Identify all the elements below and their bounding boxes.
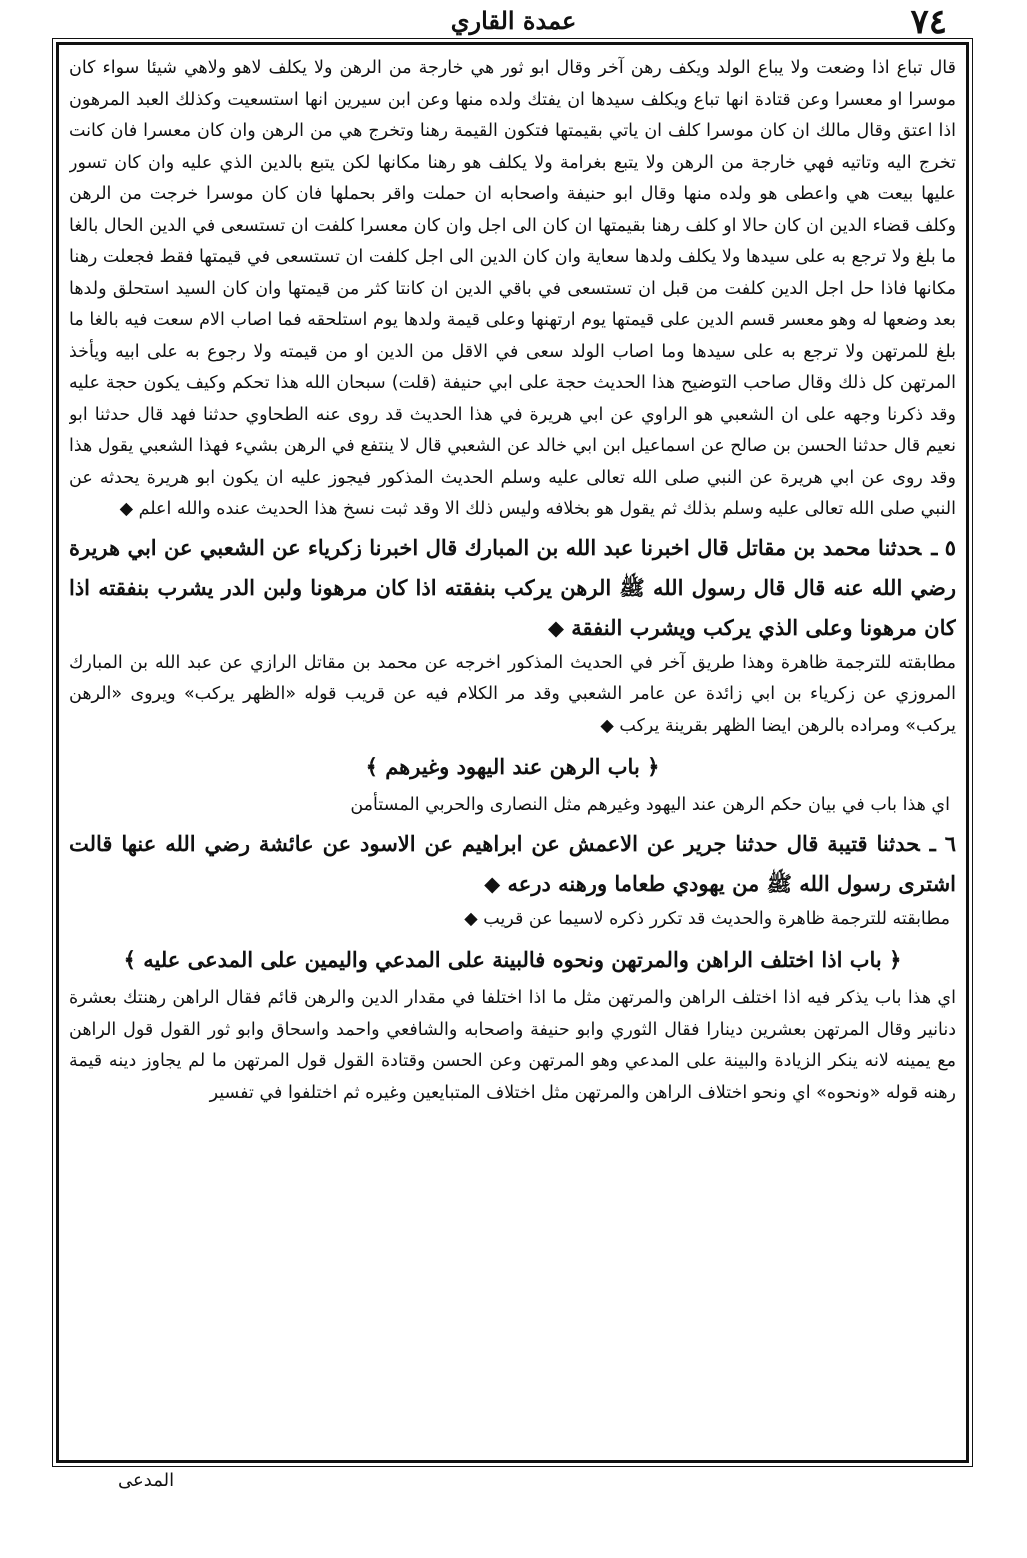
hadith-6 (69, 824, 956, 904)
commentary-paragraph-3: اي هذا باب في بيان حكم الرهن عند اليهود وغيرهم مثل النصارى والحربي المستأمن (350, 795, 950, 815)
hadith-number-6: ٦ ـ (929, 830, 956, 856)
commentary-paragraph-5: اي هذا باب يذكر فيه اذا اختلف الراهن والمرتهن مثل ما اذا اختلفا في مقدار الدين والرهن قائم فقال الراهن رهنتك بعشرة دنانير وقال المرتهن بعشرين دينارا فقال الثوري وابو حنيفة واصحابه والشافعي واحمد واسحاق وابو ثور القول قول الراهن مع يمينه لانه ينكر الزيادة والبينة على المدعي وهو المرتهن وعن الحسن وقتادة القول قول المرتهن ما لم يجاوز دينه قيمة رهنه قوله «ونحوه» اي ونحو اختلاف الراهن والمرتهن مثل اختلاف المتبايعين وغيره ثم اختلفوا في تفسير (69, 988, 956, 1103)
hadith-5 (69, 528, 956, 648)
running-title: عمدة القاري (450, 6, 577, 35)
text-frame (56, 42, 969, 1463)
commentary-paragraph-4: مطابقته للترجمة ظاهرة والحديث قد تكرر ذكره لاسيما عن قريب ◆ (464, 908, 950, 929)
hadith-5-text: حدثنا محمد بن مقاتل قال اخبرنا عبد الله بن المبارك قال اخبرنا زكرياء عن الشعبي عن ابي هريرة رضي الله عنه قال قال رسول الله ﷺ الرهن يركب بنفقته اذا كان مرهونا ولبن الدر يشرب بنفقته اذا كان مرهونا وعلى الذي يركب ويشرب النفقة ◆ (69, 534, 956, 640)
commentary-paragraph-2: مطابقته للترجمة ظاهرة وهذا طريق آخر في الحديث المذكور اخرجه عن محمد بن مقاتل الرازي عن عبد الله بن المبارك المروزي عن زكرياء بن ابي زائدة عن عامر الشعبي وقد مر الكلام فيه عن قريب قوله «الظهر يركب» ويروى «الرهن يركب» ومراده بالرهن ايضا الظهر بقرينة يركب ◆ (69, 652, 956, 736)
hadith-6-text: حدثنا قتيبة قال حدثنا جرير عن الاعمش عن ابراهيم عن الاسود عن عائشة رضي الله عنها قالت اشترى رسول الله ﷺ من يهودي طعاما ورهنه درعه ◆ (69, 830, 956, 896)
commentary-paragraph-1: قال تباع اذا وضعت ولا يباع الولد ويكف رهن آخر وقال ابو ثور هي خارجة من الرهن ولا يكلف لاهو ولاهي شيئا سواء كان موسرا او معسرا وعن قتادة انها تباع ويكلف سيدها ان يفتك ولده منها وعن ابن سيرين انها استسعيت وكذلك العبد المرهون اذا اعتق وقال مالك ان كان موسرا كلف ان ياتي بقيمتها فتكون القيمة رهنا وتخرج هي من الرهن وان كان معسرا فان كانت تخرج اليه وتاتيه فهي خارجة من الرهن ولا يتبع بغرامة ولا يكلف هو رهنا مكانها لكن يتبع بالدين الذي عليه وان كان تسور عليها بيعت هي واعطى هو ولده منها وقال ابو حنيفة واصحابه ان حملت واقر بحملها فان كان موسرا خرجت من الرهن وكلف قضاء الدين ان كان حالا او كلف رهنا بقيمتها ان كان الى اجل وان كان معسرا كلفت ان تستسعى في الدين الحال بالغا ما بلغ ولا ترجع به على سيدها ولا يكلف ولدها سعاية وان كان الدين الى اجل كلفت ان تستسعى في قيمتها فقط فجعلت رهنا مكانها فاذا حل اجل الدين كلفت من قبل ان تستسعى في باقي الدين ان كانتا كثر من قيمتها وان كان السيد استحلق ولدها بعد وضعها له وهو معسر قسم الدين على قيمتها يوم ارتهنها وعلى قيمة ولدها يوم استلحقه فما اصاب الام سعت فيه بالغا ما بلغ للمرتهن ولا ترجع به على سيدها وما اصاب الولد سعى في الاقل من الدين او من قيمته ولا رجوع به على ابيه ويأخذ المرتهن كل ذلك وقال صاحب التوضيح هذا الحديث حجة على ابي حنيفة (قلت) سبحان الله هذا تحكم وكيف يكون حجة عليه وقد ذكرنا وجهه على ان الشعبي هو الراوي عن ابي هريرة في هذا الحديث قد روى عنه الطحاوي حدثنا فهد قال حدثنا ابو نعيم قال حدثنا الحسن بن صالح عن اسماعيل ابن ابي خالد عن الشعبي قال لا ينتفع في الرهن بشيء فهذا الشعبي يقول هذا وقد روى عن ابي هريرة عن النبي صلى الله تعالى عليه وسلم الحديث المذكور فيجوز عليه ان يكون ابو هريرة يحدثه عن النبي صلى الله تعالى عليه وسلم بذلك ثم يقول هو بخلافه وليس ذلك الا وقد ثبت نسخ هذا الحديث عنده والله اعلم ◆ (69, 58, 956, 519)
page-content (69, 53, 956, 1452)
catchword: المدعى (118, 1470, 175, 1491)
chapter-heading-2: ﴿ باب اذا اختلف الراهن والمرتهن ونحوه فالبينة على المدعي واليمين على المدعى عليه ﴾ (123, 947, 902, 972)
page-header (60, 0, 967, 44)
chapter-heading-1: ﴿ باب الرهن عند اليهود وغيرهم ﴾ (365, 754, 660, 779)
page-number: ٧٤ (910, 2, 947, 42)
hadith-number-5: ٥ ـ (931, 534, 956, 560)
